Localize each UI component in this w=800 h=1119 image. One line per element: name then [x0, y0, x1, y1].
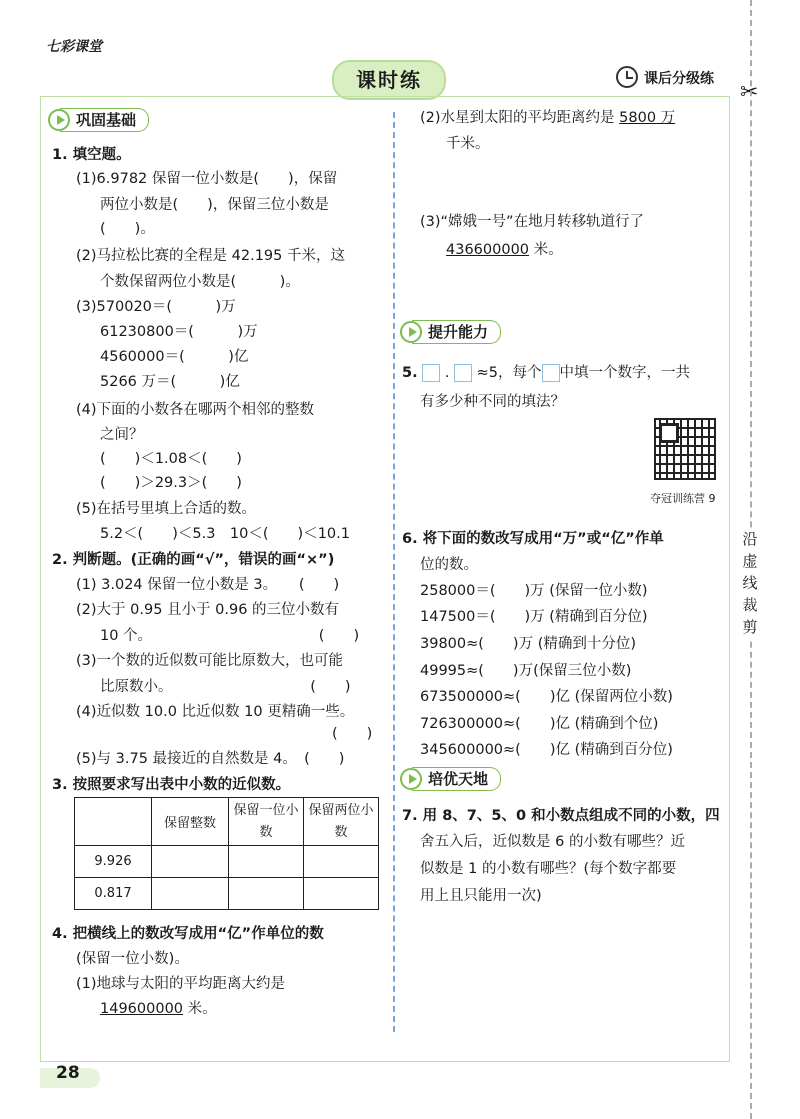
text-line: 似数是 1 的小数有哪些？(每个数字都要	[420, 861, 677, 877]
question-5: 5. . ≈5，每个 中填一个数字，一共	[402, 365, 691, 381]
underlined-number: 5800 万	[619, 110, 676, 126]
text-line: (1) 3.024 保留一位小数是 3。 ( )	[76, 577, 340, 593]
page-title: 课时练	[332, 60, 446, 100]
text-line: (4)下面的小数各在哪两个相邻的整数	[76, 402, 315, 418]
text-line: 10 个。 ( )	[100, 628, 360, 644]
text-line: (2)水星到太阳的平均距离约是 5800 万	[420, 110, 676, 126]
text-line: (3)570020＝( )万	[76, 299, 236, 315]
clock-icon	[616, 66, 638, 88]
text-line: (保留一位小数)。	[76, 951, 189, 967]
table-header: 保留一位小数	[229, 798, 304, 846]
question-7: 7. 用 8、7、5、0 和小数点组成不同的小数，四	[402, 808, 720, 824]
text-line: 61230800＝( )万	[100, 324, 258, 340]
table-answer-cell[interactable]	[229, 878, 304, 910]
column-divider	[393, 112, 395, 1032]
question-4: 4. 把横线上的数改写成用“亿”作单位的数	[52, 926, 324, 942]
text-line: ( )	[332, 726, 373, 742]
table-answer-cell[interactable]	[304, 846, 379, 878]
section-header-improve	[400, 320, 501, 344]
text-line: (3)一个数的近似数可能比原数大，也可能	[76, 653, 344, 669]
page-number: 28	[56, 1063, 80, 1083]
page-subtitle: 课后分级练	[644, 71, 714, 87]
text-line: 436600000 米。	[446, 242, 563, 258]
text-line: 比原数小。 ( )	[100, 679, 351, 695]
text-line: 个数保留两位小数是( )。	[100, 274, 300, 290]
section-title: 提升能力	[412, 320, 501, 344]
text-line: 4560000＝( )亿	[100, 349, 249, 365]
answer-box[interactable]	[542, 364, 560, 382]
text-line: 两位小数是( )，保留三位小数是	[100, 197, 329, 213]
text-line: 千米。	[446, 136, 490, 152]
text-line: (1)6.9782 保留一位小数是( )，保留	[76, 171, 338, 187]
play-icon	[48, 109, 70, 131]
text-line: 147500＝( )万 (精确到百分位)	[420, 609, 648, 625]
answer-box[interactable]	[422, 364, 440, 382]
table-header	[75, 798, 152, 846]
section-title: 巩固基础	[60, 108, 149, 132]
qr-caption: 夺冠训练营 9	[650, 492, 716, 505]
text-line: ( )。	[100, 221, 155, 237]
table-header: 保留整数	[152, 798, 229, 846]
text-line: (2)马拉松比赛的全程是 42.195 千米，这	[76, 248, 345, 264]
scissors-icon: ✂	[740, 80, 759, 105]
table-answer-cell[interactable]	[152, 878, 229, 910]
text-line: 149600000 米。	[100, 1001, 217, 1017]
text-line: 舍五入后，近似数是 6 的小数有哪些？近	[420, 834, 685, 850]
underlined-number: 436600000	[446, 242, 530, 258]
text-line: 5266 万＝( )亿	[100, 374, 240, 390]
text-line: 258000＝( )万 (保留一位小数)	[420, 583, 648, 599]
text-line: 49995≈( )万(保留三位小数)	[420, 663, 632, 679]
table-answer-cell[interactable]	[152, 846, 229, 878]
text-line: (5)在括号里填上合适的数。	[76, 501, 257, 517]
table-header: 保留两位小数	[304, 798, 379, 846]
cut-instruction: 沿 虚 线 裁 剪	[740, 528, 760, 638]
text-line: 用上且只能用一次)	[420, 888, 542, 904]
brand-logo: 七彩课堂	[46, 39, 102, 55]
underlined-number: 149600000	[100, 1001, 184, 1017]
text-line: 5.2＜( )＜5.3 10＜( )＜10.1	[100, 526, 350, 542]
answer-box[interactable]	[454, 364, 472, 382]
text-line: (3)“嫦娥一号”在地月转移轨道行了	[420, 214, 645, 230]
question-2: 2. 判断题。(正确的画“√”，错误的画“×”)	[52, 552, 335, 568]
question-3: 3. 按照要求写出表中小数的近似数。	[52, 777, 291, 793]
text-line: (5)与 3.75 最接近的自然数是 4。 ( )	[76, 751, 345, 767]
text-line: ( )＜1.08＜( )	[100, 451, 242, 467]
text-line: (2)大于 0.95 且小于 0.96 的三位小数有	[76, 602, 340, 618]
table-cell: 9.926	[75, 846, 152, 878]
table-answer-cell[interactable]	[229, 846, 304, 878]
text-line: 之间？	[100, 427, 144, 443]
play-icon	[400, 768, 422, 790]
text-line: (1)地球与太阳的平均距离大约是	[76, 976, 286, 992]
text-line: 726300000≈( )亿 (精确到个位)	[420, 716, 659, 732]
text-line: 673500000≈( )亿 (保留两位小数)	[420, 689, 673, 705]
text-line: 39800≈( )万 (精确到十分位)	[420, 636, 637, 652]
section-title: 培优天地	[412, 767, 501, 791]
qr-code-icon	[654, 418, 716, 480]
table-answer-cell[interactable]	[304, 878, 379, 910]
text-line: 有多少种不同的填法？	[420, 394, 565, 410]
text-line: (4)近似数 10.0 比近似数 10 更精确一些。	[76, 704, 355, 720]
text-line: 位的数。	[420, 557, 478, 573]
section-header-basics	[48, 108, 149, 132]
section-header-advanced	[400, 767, 501, 791]
question-1: 1. 填空题。	[52, 147, 131, 163]
question-6: 6. 将下面的数改写成用“万”或“亿”作单	[402, 531, 664, 547]
table-cell: 0.817	[75, 878, 152, 910]
text-line: ( )＞29.3＞( )	[100, 475, 242, 491]
play-icon	[400, 321, 422, 343]
text-line: 345600000≈( )亿 (精确到百分位)	[420, 742, 673, 758]
approximation-table	[74, 797, 379, 910]
